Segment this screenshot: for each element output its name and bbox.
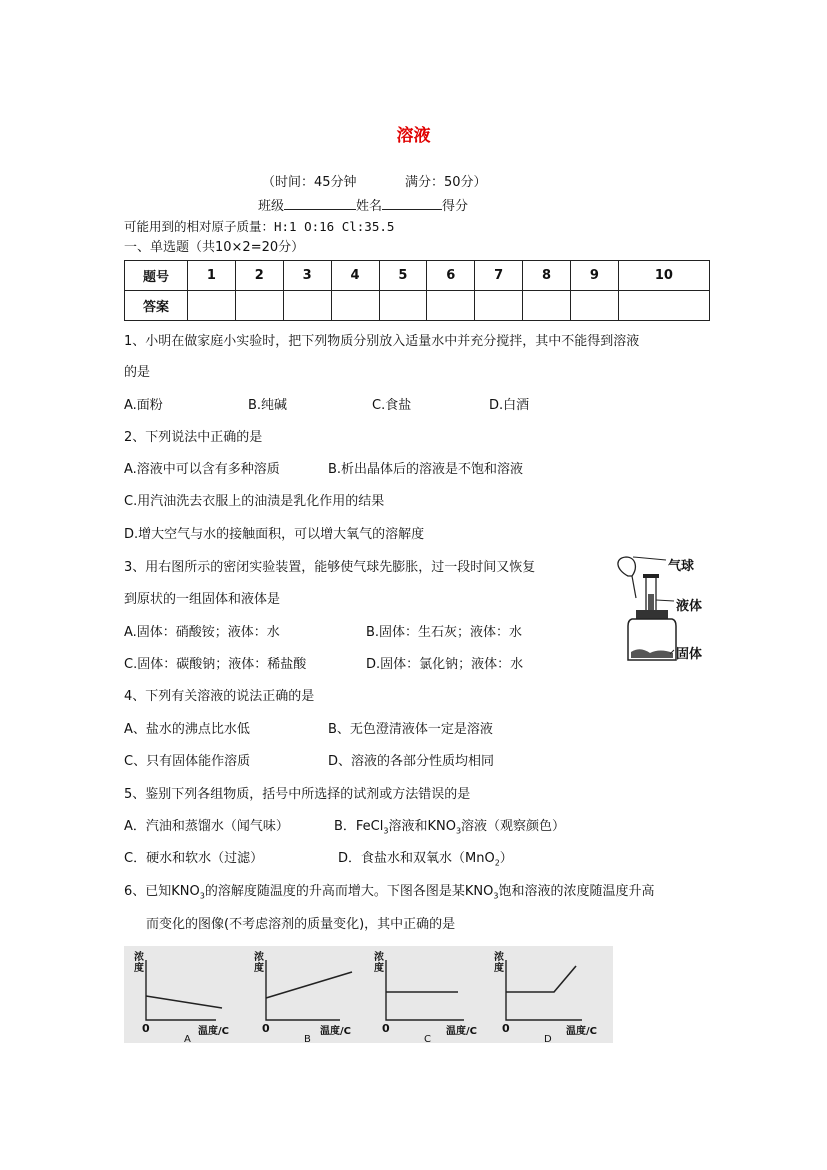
- graph-c: [386, 960, 464, 1020]
- answer-cell[interactable]: [331, 291, 379, 321]
- page-title: 溶液: [396, 126, 431, 146]
- q5-b-sub1: 3: [383, 826, 389, 836]
- question-number: 8: [523, 261, 571, 291]
- q2-option-c: C.用汽油洗去衣服上的油渍是乳化作用的结果: [124, 494, 385, 509]
- graph-c-axes: [386, 960, 464, 1020]
- q6-stem-sub2: 3: [493, 891, 499, 901]
- graph-d-letter: D: [544, 1034, 552, 1045]
- q5-option-d: [338, 850, 513, 873]
- balloon-tube: [632, 576, 636, 598]
- question-number: 4: [331, 261, 379, 291]
- q1-option-d: D.白酒: [489, 398, 530, 413]
- solid-pile: [631, 649, 673, 658]
- answer-cell[interactable]: [283, 291, 331, 321]
- q5-option-b: [334, 818, 565, 841]
- q4-option-c: C、只有固体能作溶质: [124, 754, 251, 769]
- name-blank[interactable]: [382, 195, 442, 210]
- question-number: 9: [571, 261, 619, 291]
- q6-graph-strip: [124, 946, 613, 1043]
- q2-stem: 2、下列说法中正确的是: [124, 430, 263, 445]
- q3-option-b: B.固体：生石灰；液体：水: [366, 625, 523, 640]
- question-number: 3: [283, 261, 331, 291]
- q6-stem: [124, 883, 654, 906]
- graph-d: [506, 960, 582, 1020]
- q6-stem-pre: 6、已知KNO: [124, 884, 200, 899]
- q6-stem-mid: 的溶解度随温度的升高而增大。下图各图是某KNO: [204, 884, 494, 899]
- liquid-fill: [648, 594, 654, 612]
- class-blank[interactable]: [284, 195, 356, 210]
- funnel-top: [643, 574, 659, 578]
- graph-c-ylabel: 浓度: [374, 952, 384, 974]
- answer-table-number-row: [125, 261, 710, 291]
- graph-b-ylabel: 浓度: [254, 952, 264, 974]
- graph-c-origin: 0: [382, 1022, 390, 1035]
- solid-label: 固体: [676, 647, 703, 662]
- answer-cell[interactable]: [523, 291, 571, 321]
- graph-b-xlabel: 温度/C: [320, 1026, 351, 1037]
- graph-b-letter: B: [304, 1034, 311, 1045]
- liquid-label: 液体: [676, 599, 703, 614]
- graph-a-letter: A: [184, 1034, 191, 1045]
- q2-option-b: B.析出晶体后的溶液是不饱和溶液: [328, 462, 524, 477]
- q5-b-mid: 溶液和KNO: [388, 819, 456, 834]
- graph-a: [146, 960, 222, 1020]
- q5-b-sub2: 3: [455, 826, 462, 836]
- graph-c-xlabel: 温度/C: [446, 1026, 477, 1037]
- answer-cell[interactable]: [571, 291, 619, 321]
- q4-option-d: D、溶液的各部分性质均相同: [328, 754, 495, 769]
- stopper: [636, 610, 668, 619]
- question-number: 7: [475, 261, 523, 291]
- graph-d-axes: [506, 960, 582, 1020]
- q6-stem-cont: 而变化的图像(不考虑溶剂的质量变化)，其中正确的是: [146, 917, 456, 932]
- graph-a-line: [146, 996, 222, 1008]
- q4-option-a: A、盐水的沸点比水低: [124, 722, 250, 737]
- q5-d-post: ）: [499, 851, 513, 866]
- q3-stem-cont: 到原状的一组固体和液体是: [124, 592, 281, 607]
- question-number: 1: [188, 261, 236, 291]
- graph-b-origin: 0: [262, 1022, 270, 1035]
- question-number: 5: [379, 261, 427, 291]
- graph-a-xlabel: 温度/C: [198, 1026, 229, 1037]
- q3-option-a: A.固体：硝酸铵；液体：水: [124, 625, 280, 640]
- q6-stem-sub1: 3: [199, 891, 205, 901]
- q5-d-sub: 2: [494, 858, 500, 868]
- answer-cell[interactable]: [379, 291, 427, 321]
- q5-stem: 5、鉴别下列各组物质，括号中所选择的试剂或方法错误的是: [124, 787, 471, 802]
- graph-b-line: [266, 972, 352, 998]
- graph-a-origin: 0: [142, 1022, 150, 1035]
- q1-option-a: A.面粉: [124, 398, 163, 413]
- table-header-number: 题号: [125, 261, 188, 291]
- section-heading: 一、单选题（共10×2=20分）: [124, 240, 305, 255]
- q4-stem: 4、下列有关溶液的说法正确的是: [124, 689, 315, 704]
- q1-stem: 1、小明在做家庭小实验时，把下列物质分别放入适量水中并充分搅拌，其中不能得到溶液: [124, 334, 640, 349]
- q1-option-b: B.纯碱: [248, 398, 288, 413]
- q5-option-a: A．汽油和蒸馏水（闻气味）: [124, 819, 289, 834]
- graph-b-axes: [266, 960, 340, 1020]
- graph-c-letter: C: [424, 1034, 431, 1045]
- answer-table: [124, 260, 710, 321]
- answer-cell[interactable]: [235, 291, 283, 321]
- balloon-leader: [633, 557, 666, 560]
- answer-cell[interactable]: [188, 291, 236, 321]
- table-header-answer: 答案: [125, 291, 188, 321]
- exam-full-score: 满分：50分）: [405, 175, 487, 190]
- answer-table-answer-row: [125, 291, 710, 321]
- q6-stem-post: 饱和溶液的浓度随温度升高: [498, 884, 655, 899]
- graph-d-line: [506, 966, 576, 992]
- liquid-leader: [656, 600, 674, 601]
- graph-a-axes: [146, 960, 216, 1020]
- q5-b-pre: B．FeCl: [334, 819, 384, 834]
- graph-a-ylabel: 浓度: [134, 952, 144, 974]
- q5-b-post: 溶液（观察颜色）: [461, 819, 566, 834]
- q5-option-c: C．硬水和软水（过滤）: [124, 851, 264, 866]
- graph-d-xlabel: 温度/C: [566, 1026, 597, 1037]
- info-line: [258, 195, 468, 216]
- atomic-masses: 可能用到的相对原子质量：H:1 O:16 Cl:35.5: [124, 219, 395, 234]
- exam-time: （时间：45分钟: [262, 175, 357, 190]
- q5-d-pre: D．食盐水和双氧水（MnO: [338, 851, 495, 866]
- score-label: 得分: [442, 199, 469, 214]
- q3-option-c: C.固体：碳酸钠；液体：稀盐酸: [124, 657, 307, 672]
- balloon-label: 气球: [668, 559, 695, 574]
- q4-option-b: B、无色澄清液体一定是溶液: [328, 722, 493, 737]
- question-number: 10: [618, 261, 709, 291]
- graph-d-ylabel: 浓度: [494, 952, 504, 974]
- answer-cell[interactable]: [427, 291, 475, 321]
- name-label: 姓名: [356, 199, 383, 214]
- q3-stem: 3、用右图所示的密闭实验装置，能够使气球先膨胀，过一段时间又恢复: [124, 560, 536, 575]
- q1-stem-cont: 的是: [124, 365, 151, 380]
- graph-d-origin: 0: [502, 1022, 510, 1035]
- q1-option-c: C.食盐: [372, 398, 412, 413]
- q2-option-d: D.增大空气与水的接触面积，可以增大氧气的溶解度: [124, 527, 425, 542]
- answer-cell[interactable]: [475, 291, 523, 321]
- graph-b: [266, 960, 352, 1020]
- answer-cell[interactable]: [618, 291, 709, 321]
- q2-option-a: A.溶液中可以含有多种溶质: [124, 462, 280, 477]
- class-label: 班级: [258, 199, 285, 214]
- question-number: 2: [235, 261, 283, 291]
- balloon-shape: [618, 557, 635, 576]
- question-number: 6: [427, 261, 475, 291]
- q3-option-d: D.固体：氯化钠；液体：水: [366, 657, 524, 672]
